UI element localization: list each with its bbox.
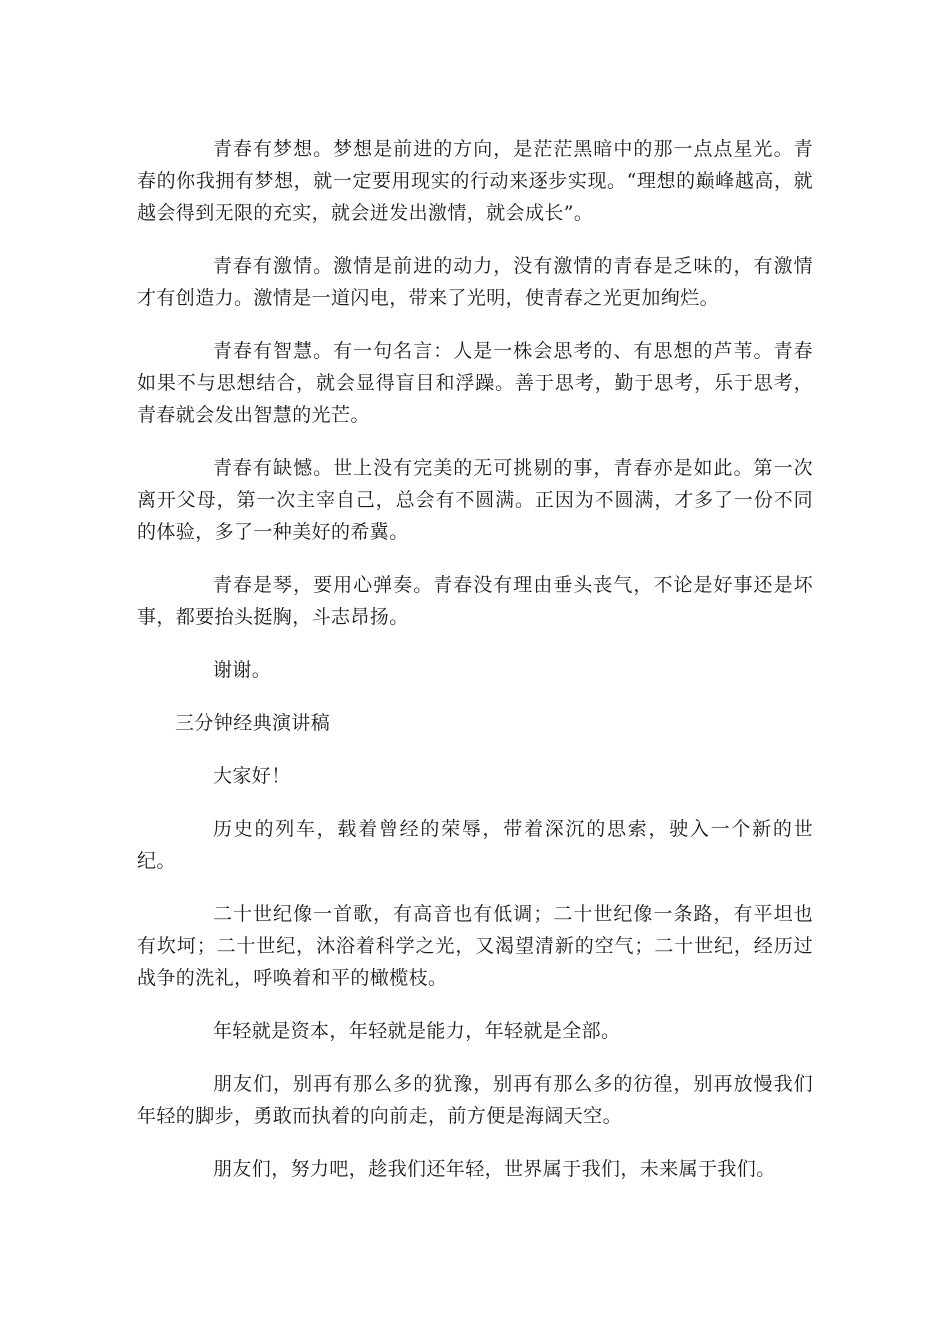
paragraph-twentieth-century: 二十世纪像一首歌，有高音也有低调；二十世纪像一条路，有平坦也有坎坷；二十世纪，沐浴着科学之光，又渴望清新的空气；二十世纪，经历过战争的洗礼，呼唤着和平的橄榄枝。 — [137, 903, 813, 989]
paragraph-friends-work-hard: 朋友们，努力吧，趁我们还年轻，世界属于我们，未来属于我们。 — [213, 1158, 776, 1180]
paragraph-thanks: 谢谢。 — [213, 659, 272, 681]
paragraph-friends-hesitate: 朋友们，别再有那么多的犹豫，别再有那么多的彷徨，别再放慢我们年轻的脚步，勇敢而执着的向前走，前方便是海阔天空。 — [137, 1073, 813, 1127]
paragraph-youth-qin: 青春是琴，要用心弹奏。青春没有理由垂头丧气，不论是好事还是坏事，都要抬头挺胸，斗志昂扬。 — [137, 574, 813, 628]
section-title: 三分钟经典演讲稿 — [175, 712, 331, 734]
paragraph-wisdom: 青春有智慧。有一句名言：人是一株会思考的、有思想的芦苇。青春如果不与思想结合，就会显得盲目和浮躁。善于思考，勤于思考，乐于思考，青春就会发出智慧的光芒。 — [137, 340, 813, 426]
paragraph-greeting: 大家好！ — [213, 765, 291, 787]
paragraph-regret: 青春有缺憾。世上没有完美的无可挑剔的事，青春亦是如此。第一次离开父母，第一次主宰自己，总会有不圆满。正因为不圆满，才多了一份不同的体验，多了一种美好的希冀。 — [137, 457, 813, 543]
paragraph-dream: 青春有梦想。梦想是前进的方向，是茫茫黑暗中的那一点点星光。青春的你我拥有梦想，就一定要用现实的行动来逐步实现。“理想的巅峰越高，就越会得到无限的充实，就会迸发出激情，就会成长”。 — [137, 138, 813, 224]
paragraph-passion: 青春有激情。激情是前进的动力，没有激情的青春是乏味的，有激情才有创造力。激情是一道闪电，带来了光明，使青春之光更加绚烂。 — [137, 255, 813, 309]
paragraph-youth-capital: 年轻就是资本，年轻就是能力，年轻就是全部。 — [213, 1020, 621, 1042]
document-body — [137, 133, 813, 1206]
paragraph-history-train: 历史的列车，载着曾经的荣辱，带着深沉的思索，驶入一个新的世纪。 — [137, 818, 813, 872]
